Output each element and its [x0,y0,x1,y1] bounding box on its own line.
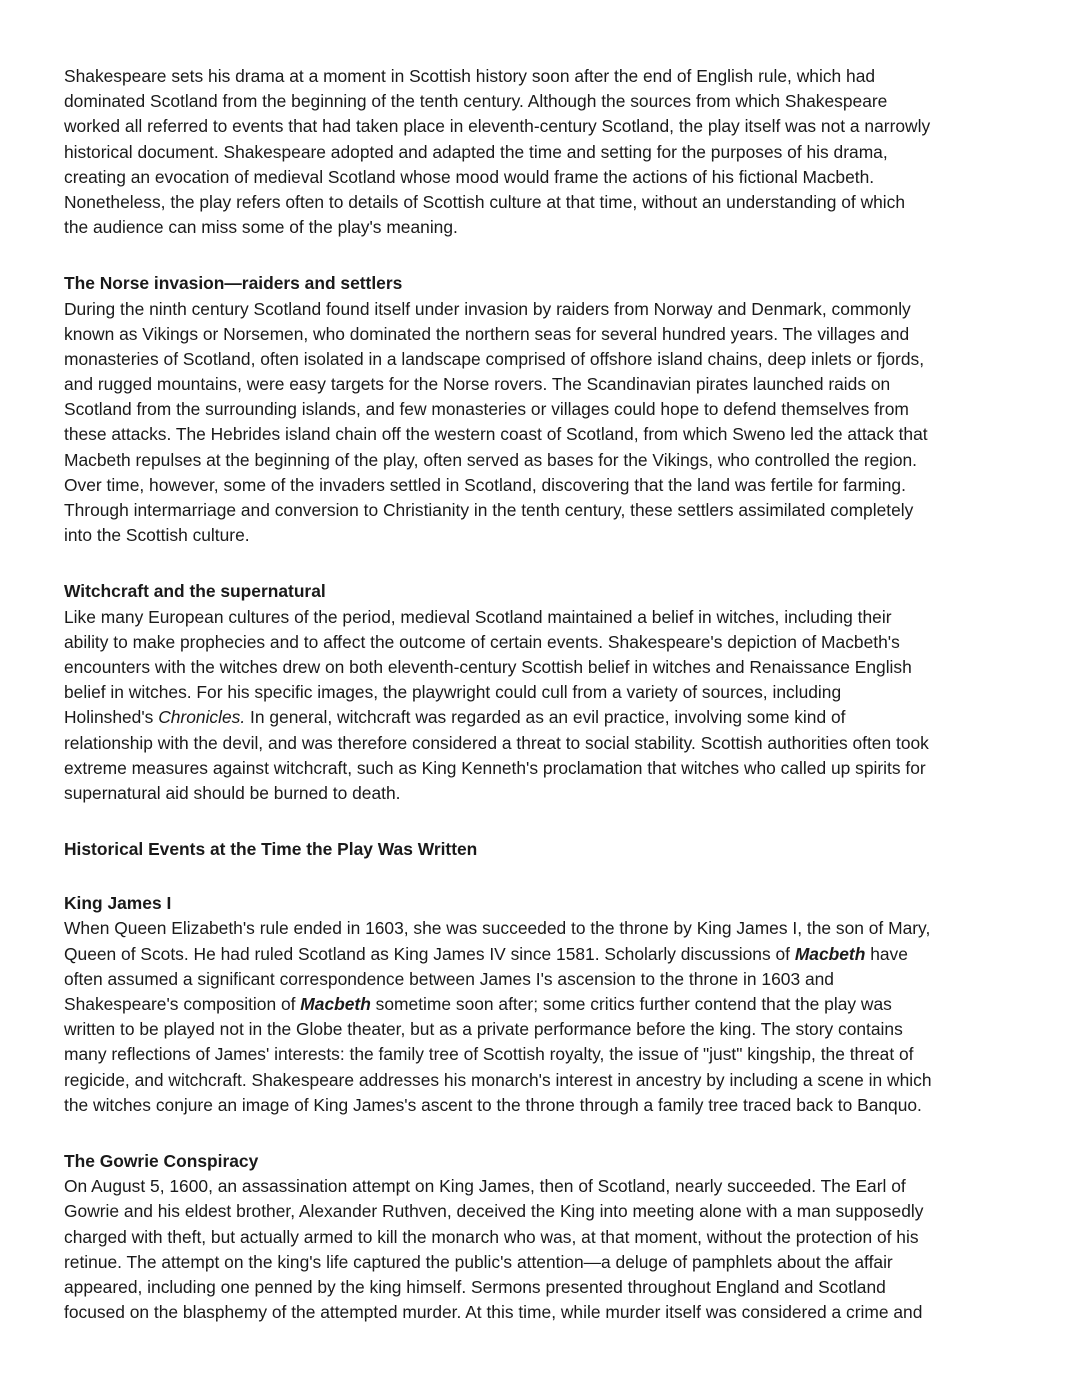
text-line: belief in witches. For his specific images, the playwright could cull from a variety of sources, including [64,682,842,703]
text-run: Holinshed's [64,707,159,728]
text-line: charged with theft, but actually armed to kill the monarch who was, at that moment, without the protection of his [64,1226,919,1247]
text-line: extreme measures against witchcraft, such as King Kenneth's proclamation that witches who called up spirits for [64,757,926,778]
text-line [64,942,1004,967]
text-line: ability to make prophecies and to affect the outcome of certain events. Shakespeare's depiction of Macbeth's [64,631,900,652]
text-line: On August 5, 1600, an assassination attempt on King James, then of Scotland, nearly succeeded. The Earl of [64,1176,906,1197]
text-line: written to be played not in the Globe theater, but as a private performance before the king. The story contains [64,1019,903,1040]
text-line: focused on the blasphemy of the attempted murder. At this time, while murder itself was considered a crime and [64,1302,923,1323]
section-heading: The Norse invasion—raiders and settlers [64,273,403,294]
play-title-macbeth: Macbeth [794,943,866,964]
text-line: Like many European cultures of the period, medieval Scotland maintained a belief in witches, including their [64,606,892,627]
section-heading: Witchcraft and the supernatural [64,581,326,602]
text-line [64,992,1004,1017]
text-line: regicide, and witchcraft. Shakespeare addresses his monarch's interest in ancestry by including a scene in which [64,1069,932,1090]
text-line: and rugged mountains, were easy targets for the Norse rovers. The Scandinavian pirates launched raids on [64,374,891,395]
norse-invasion-paragraph [64,297,1004,549]
text-line: supernatural aid should be burned to death. [64,782,401,803]
text-line: Macbeth repulses at the beginning of the play, often served as bases for the Vikings, who controlled the region. [64,449,917,470]
king-james-section [64,891,1004,1118]
text-line [64,705,1004,730]
text-line: often assumed a significant correspondence between James I's ascension to the throne in 1603 and [64,968,834,989]
text-line: worked all referred to events that had taken place in eleventh-century Scotland, the play itself was not a narrowly [64,116,931,137]
text-line: creating an evocation of medieval Scotland whose mood would frame the actions of his fictional Macbeth. [64,166,875,187]
text-run: have [865,943,908,964]
text-line: historical document. Shakespeare adopted and adapted the time and setting for the purposes of his drama, [64,141,888,162]
text-run: Shakespeare's composition of [64,994,301,1014]
play-title-macbeth: Macbeth [300,994,371,1014]
text-run: In general, witchcraft was regarded as an evil practice, involving some kind of [245,707,846,728]
gowrie-conspiracy-paragraph [64,1174,1004,1325]
text-line: the audience can miss some of the play's meaning. [64,217,458,238]
text-line: the witches conjure an image of King James's ascent to the throne through a family tree traced back to Banquo. [64,1094,922,1115]
text-line: Nonetheless, the play refers often to details of Scottish culture at that time, without an understanding of which [64,191,906,212]
intro-section [64,64,1004,240]
norse-invasion-section [64,271,1004,548]
text-line: Through intermarriage and conversion to Christianity in the tenth century, these settlers assimilated completely [64,500,914,520]
king-james-paragraph [64,916,1004,1118]
text-line: retinue. The attempt on the king's life captured the public's attention—a deluge of pamphlets about the affair [64,1251,893,1272]
text-run: Queen of Scots. He had ruled Scotland as King James IV since 1581. Scholarly discussions of [64,943,795,964]
text-line: dominated Scotland from the beginning of the tenth century. Although the sources from which Shakespeare [64,91,888,112]
text-line: Gowrie and his eldest brother, Alexander Ruthven, deceived the King into meeting alone with a man supposedly [64,1201,924,1222]
gowrie-conspiracy-section [64,1149,1004,1325]
witchcraft-paragraph [64,605,1004,807]
text-line: Scotland from the surrounding islands, and few monasteries or villages could hope to defend themselves from [64,399,909,420]
section-heading: King James I [64,893,172,914]
text-line: During the ninth century Scotland found itself under invasion by raiders from Norway and Denmark, commonly [64,298,911,319]
intro-paragraph [64,64,1004,240]
text-line: many reflections of James' interests: the family tree of Scottish royalty, the issue of "just" kingship, the threat of [64,1044,914,1065]
section-heading: The Gowrie Conspiracy [64,1150,259,1171]
major-heading: Historical Events at the Time the Play Was Written [64,839,478,860]
text-run: sometime soon after; some critics further contend that the play was [370,994,892,1014]
text-line: into the Scottish culture. [64,525,250,546]
text-line: When Queen Elizabeth's rule ended in 1603, she was succeeded to the throne by King James I, the son of Mary, [64,918,931,939]
witchcraft-section [64,579,1004,806]
text-line: Shakespeare sets his drama at a moment in Scottish history soon after the end of English rule, which had [64,66,876,86]
text-line: known as Vikings or Norsemen, who dominated the northern seas for several hundred years. The villages and [64,323,910,344]
historical-events-section [64,837,1004,862]
text-line: monasteries of Scotland, often isolated in a landscape comprised of offshore island chains, deep inlets or fjords, [64,348,925,369]
text-line: Over time, however, some of the invaders settled in Scotland, discovering that the land was fertile for farming. [64,474,906,495]
text-line: these attacks. The Hebrides island chain off the western coast of Scotland, from which Sweno led the attack that [64,424,928,445]
document-page [64,64,1004,1356]
text-line: relationship with the devil, and was therefore considered a threat to social stability. Scottish authorities often took [64,732,929,753]
text-line: encounters with the witches drew on both eleventh-century Scottish belief in witches and Renaissance English [64,656,912,677]
book-title-chronicles: Chronicles. [158,707,246,728]
text-line: appeared, including one penned by the king himself. Sermons presented throughout England and Scotland [64,1276,886,1297]
